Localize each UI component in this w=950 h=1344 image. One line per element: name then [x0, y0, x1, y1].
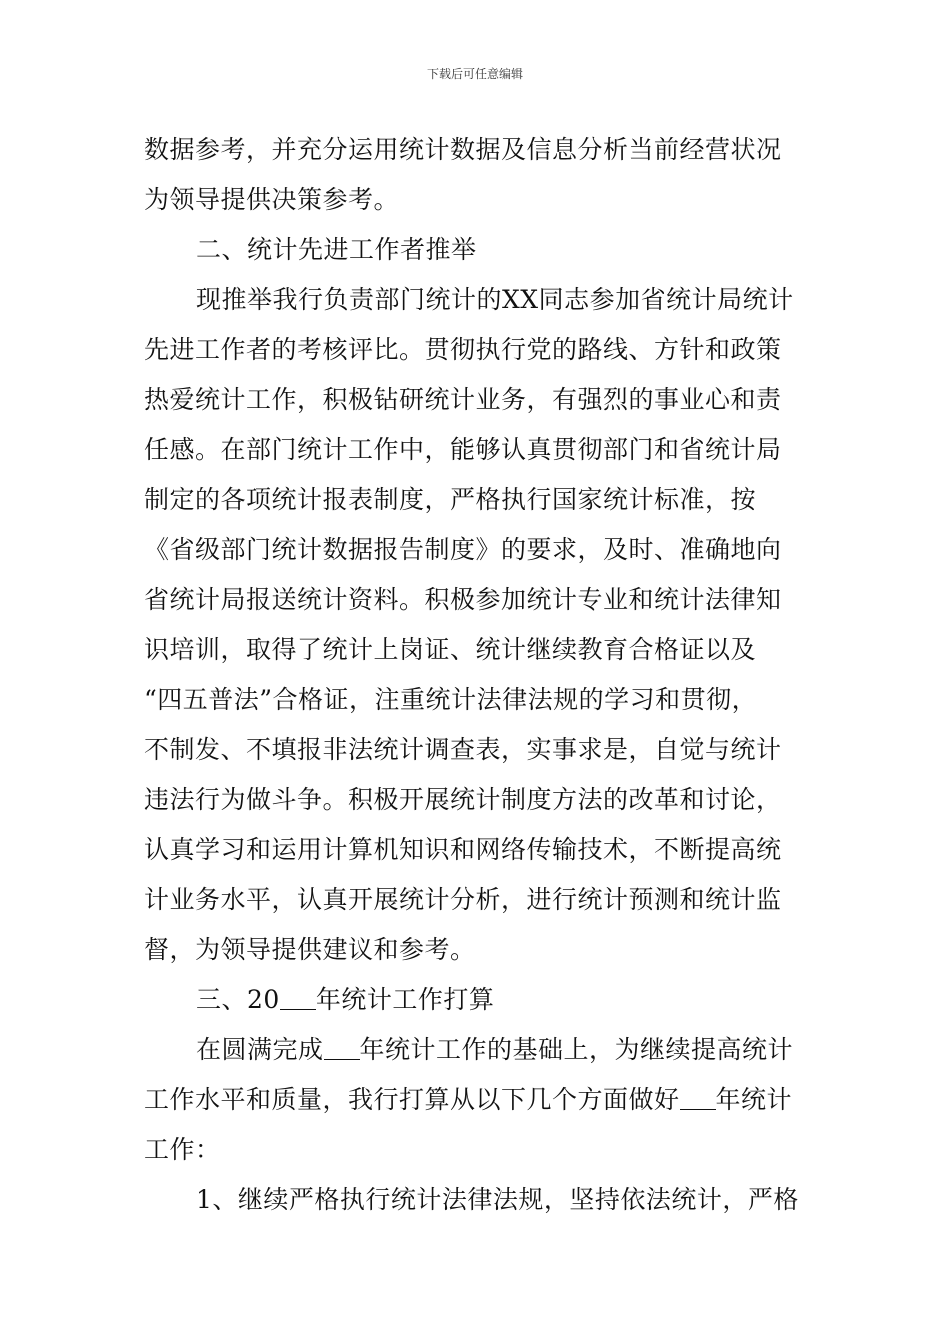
paragraph-line	[144, 1025, 808, 1075]
paragraph-line: 为领导提供决策参考。	[144, 185, 400, 214]
paragraph-line: 不制发、不填报非法统计调查表，实事求是，自觉与统计	[144, 735, 782, 764]
paragraph-line: 数据参考，并充分运用统计数据及信息分析当前经营状况	[144, 135, 782, 164]
paragraph-line: 省统计局报送统计资料。积极参加统计专业和统计法律知	[144, 585, 782, 614]
paragraph-line: 认真学习和运用计算机知识和网络传输技术，不断提高统	[144, 835, 782, 864]
section-heading	[144, 975, 808, 1025]
paragraph-line: 督，为领导提供建议和参考。	[144, 935, 476, 964]
paragraph-line: 现推举我行负责部门统计的XX同志参加省统计局统计	[196, 285, 794, 314]
paragraph-line: 先进工作者的考核评比。贯彻执行党的路线、方针和政策	[144, 335, 782, 364]
paragraph-line: 《省级部门统计数据报告制度》的要求，及时、准确地向	[144, 535, 782, 564]
paragraph-line: 识培训，取得了统计上岗证、统计继续教育合格证以及	[144, 635, 757, 664]
fill-in-blank	[680, 1087, 716, 1110]
paragraph-line	[144, 1075, 808, 1125]
paragraph-line: 热爱统计工作，积极钻研统计业务，有强烈的事业心和责	[144, 385, 782, 414]
paragraph-line: 工作：	[144, 1135, 221, 1164]
page-header-note: 下载后可任意编辑	[426, 67, 523, 81]
fill-in-blank	[324, 1037, 360, 1060]
heading-text: 年统计工作打算	[315, 985, 495, 1014]
document-body	[144, 125, 808, 1225]
text-run: 在圆满完成	[196, 1035, 324, 1064]
fill-in-blank	[280, 987, 316, 1010]
text-run: 年统计	[715, 1085, 793, 1114]
paragraph-line: 违法行为做斗争。积极开展统计制度方法的改革和讨论，	[144, 785, 782, 814]
paragraph-line: 制定的各项统计报表制度，严格执行国家统计标准，按	[144, 485, 757, 514]
heading-text: 三、20	[196, 985, 280, 1014]
paragraph-line: 任感。在部门统计工作中，能够认真贯彻部门和省统计局	[144, 435, 782, 464]
paragraph-line: 1、继续严格执行统计法律法规，坚持依法统计，严格	[196, 1185, 799, 1214]
section-heading: 二、统计先进工作者推举	[196, 235, 477, 264]
paragraph-line: “四五普法”合格证，注重统计法律法规的学习和贯彻，	[144, 685, 758, 714]
text-run: 年统计工作的基础上，为继续提高统计	[359, 1035, 794, 1064]
text-run: 工作水平和质量，我行打算从以下几个方面做好	[144, 1085, 680, 1114]
paragraph-line: 计业务水平，认真开展统计分析，进行统计预测和统计监	[144, 885, 782, 914]
